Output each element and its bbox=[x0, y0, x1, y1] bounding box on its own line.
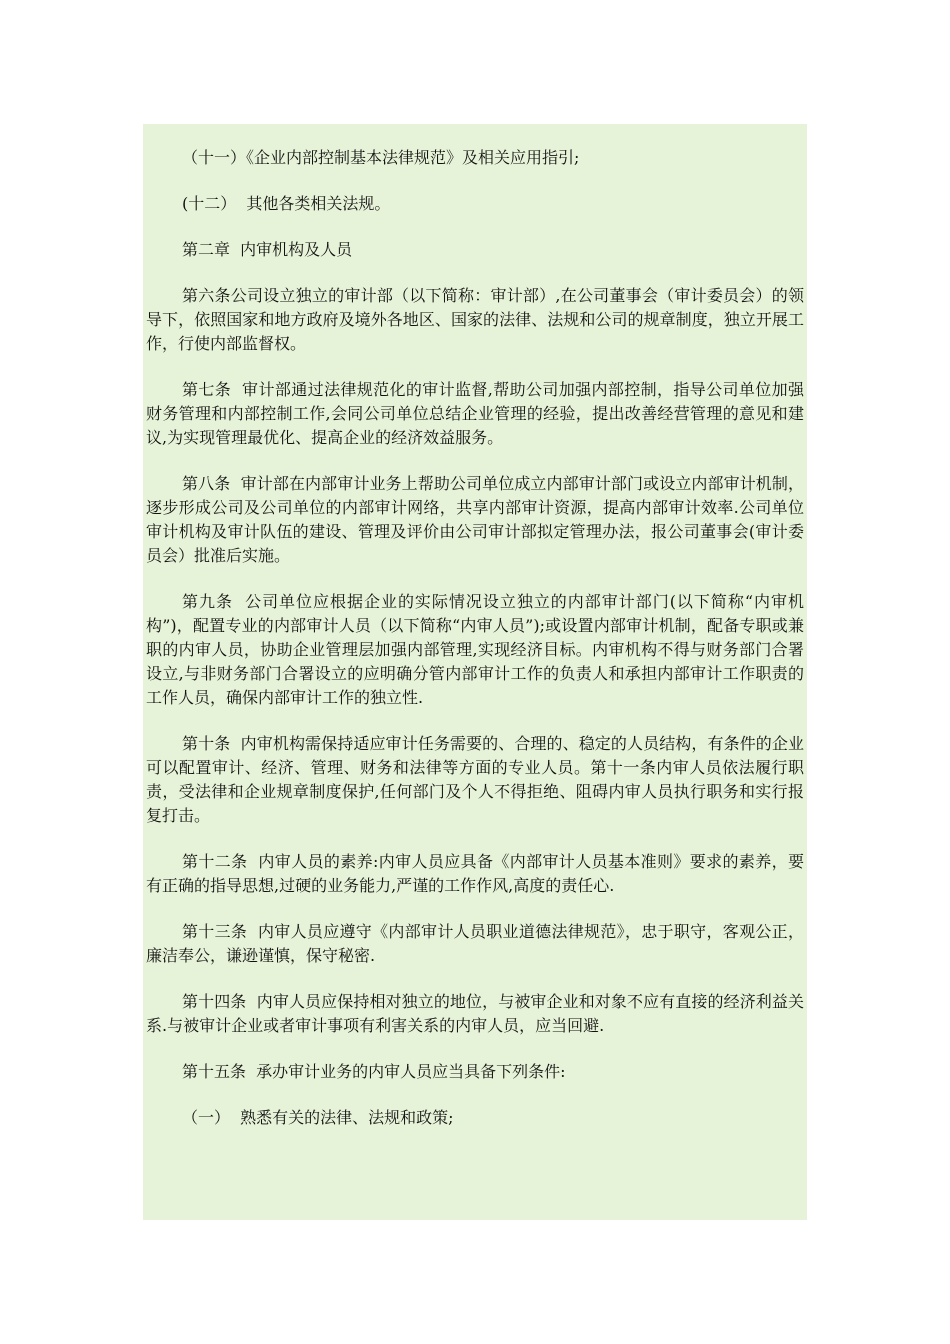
article-9: 第九条 公司单位应根据企业的实际情况设立独立的内部审计部门(以下简称“内审机构”)，配置专业的内部审计人员（以下简称“内审人员”);或设置内部审计机制，配备专职或兼职的内审人员，协助企业管理层加强内部管理,实现经济目标。内审机构不得与财务部门合署设立,与非财务部门合署设立的应明确分管内部审计工作的负责人和承担内部审计工作职责的工作人员，确保内部审计工作的独立性. bbox=[146, 592, 804, 707]
article-13: 第十三条 内审人员应遵守《内部审计人员职业道德法律规范》，忠于职守，客观公正，廉洁奉公，谦逊谨慎，保守秘密. bbox=[146, 922, 804, 965]
paragraph-item-12: (十二） 其他各类相关法规。 bbox=[182, 194, 391, 213]
paragraph-item-11: （十一）《企业内部控制基本法律规范》及相关应用指引; bbox=[182, 148, 580, 167]
document-text-block bbox=[143, 124, 807, 1220]
condition-item-1: （一） 熟悉有关的法律、法规和政策; bbox=[182, 1108, 454, 1127]
chapter-heading: 第二章 内审机构及人员 bbox=[182, 240, 353, 259]
article-15: 第十五条 承办审计业务的内审人员应当具备下列条件: bbox=[182, 1062, 566, 1081]
article-10-11: 第十条 内审机构需保持适应审计任务需要的、合理的、稳定的人员结构，有条件的企业可以配置审计、经济、管理、财务和法律等方面的专业人员。第十一条内审人员依法履行职责，受法律和企业规章制度保护,任何部门及个人不得拒绝、阻碍内审人员执行职务和实行报复打击。 bbox=[146, 734, 804, 825]
article-14: 第十四条 内审人员应保持相对独立的地位，与被审企业和对象不应有直接的经济利益关系.与被审计企业或者审计事项有利害关系的内审人员，应当回避. bbox=[146, 992, 804, 1035]
article-6: 第六条公司设立独立的审计部（以下简称：审计部）,在公司董事会（审计委员会）的领导下，依照国家和地方政府及境外各地区、国家的法律、法规和公司的规章制度，独立开展工作，行使内部监督权。 bbox=[146, 286, 804, 353]
article-12: 第十二条 内审人员的素养:内审人员应具备《内部审计人员基本准则》要求的素养，要有正确的指导思想,过硬的业务能力,严谨的工作作风,高度的责任心. bbox=[146, 852, 804, 895]
article-8: 第八条 审计部在内部审计业务上帮助公司单位成立内部审计部门或设立内部审计机制，逐步形成公司及公司单位的内部审计网络，共享内部审计资源，提高内部审计效率.公司单位审计机构及审计队伍的建设、管理及评价由公司审计部拟定管理办法，报公司董事会(审计委员会）批准后实施。 bbox=[146, 474, 804, 565]
article-7: 第七条 审计部通过法律规范化的审计监督,帮助公司加强内部控制，指导公司单位加强财务管理和内部控制工作,会同公司单位总结企业管理的经验，提出改善经营管理的意见和建议,为实现管理最优化、提高企业的经济效益服务。 bbox=[146, 380, 804, 447]
